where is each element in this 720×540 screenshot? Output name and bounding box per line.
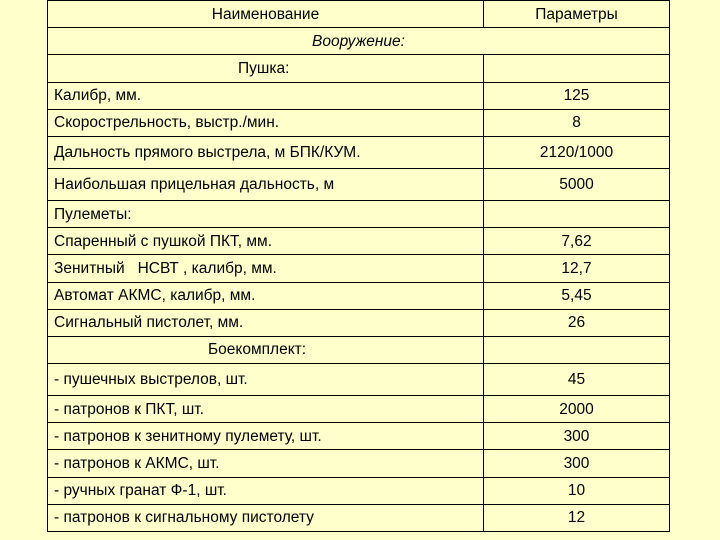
param-name: Спаренный с пушкой ПКТ, мм. — [48, 228, 484, 255]
table-row — [48, 423, 670, 450]
section-armament: Вооружение: — [48, 28, 670, 55]
section-ammo: Боекомплект: — [48, 336, 484, 363]
param-value: 7,62 — [484, 228, 670, 255]
param-value: 5000 — [484, 168, 670, 200]
table-row — [48, 255, 670, 282]
param-value: 12,7 — [484, 255, 670, 282]
param-name: - патронов к АКМС, шт. — [48, 450, 484, 477]
param-name: Скорострельность, выстр./мин. — [48, 109, 484, 136]
param-name: - пушечных выстрелов, шт. — [48, 364, 484, 396]
param-value: 26 — [484, 309, 670, 336]
section-row-ammo — [48, 336, 670, 363]
table-row — [48, 309, 670, 336]
table-row — [48, 450, 670, 477]
section-row-gun — [48, 55, 670, 82]
param-name: Зенитный НСВТ , калибр, мм. — [48, 255, 484, 282]
param-value: 5,45 — [484, 282, 670, 309]
param-name: - патронов к зенитному пулемету, шт. — [48, 423, 484, 450]
empty-cell — [484, 336, 670, 363]
section-row-machine-guns — [48, 200, 670, 227]
table-row — [48, 364, 670, 396]
param-value: 12 — [484, 504, 670, 531]
param-value: 300 — [484, 423, 670, 450]
param-name: Калибр, мм. — [48, 82, 484, 109]
table-row — [48, 396, 670, 423]
header-name: Наименование — [48, 1, 484, 28]
param-value: 45 — [484, 364, 670, 396]
specs-table — [47, 0, 670, 532]
param-name: - патронов к ПКТ, шт. — [48, 396, 484, 423]
section-gun: Пушка: — [48, 55, 484, 82]
table-row — [48, 82, 670, 109]
param-value: 2000 — [484, 396, 670, 423]
section-machine-guns: Пулеметы: — [48, 200, 484, 227]
param-name: Наибольшая прицельная дальность, м — [48, 168, 484, 200]
param-value: 300 — [484, 450, 670, 477]
table-row — [48, 477, 670, 504]
table-row — [48, 168, 670, 200]
table-row — [48, 504, 670, 531]
param-value: 10 — [484, 477, 670, 504]
param-value: 125 — [484, 82, 670, 109]
param-name: - патронов к сигнальному пистолету — [48, 504, 484, 531]
table-row — [48, 228, 670, 255]
section-row-armament — [48, 28, 670, 55]
table-row — [48, 282, 670, 309]
param-name: Автомат АКМС, калибр, мм. — [48, 282, 484, 309]
param-name: Дальность прямого выстрела, м БПК/КУМ. — [48, 136, 484, 168]
empty-cell — [484, 200, 670, 227]
table-row — [48, 136, 670, 168]
table-header-row — [48, 1, 670, 28]
param-name: - ручных гранат Ф-1, шт. — [48, 477, 484, 504]
param-name: Сигнальный пистолет, мм. — [48, 309, 484, 336]
empty-cell — [484, 55, 670, 82]
header-params: Параметры — [484, 1, 670, 28]
param-value: 2120/1000 — [484, 136, 670, 168]
table-row — [48, 109, 670, 136]
param-value: 8 — [484, 109, 670, 136]
